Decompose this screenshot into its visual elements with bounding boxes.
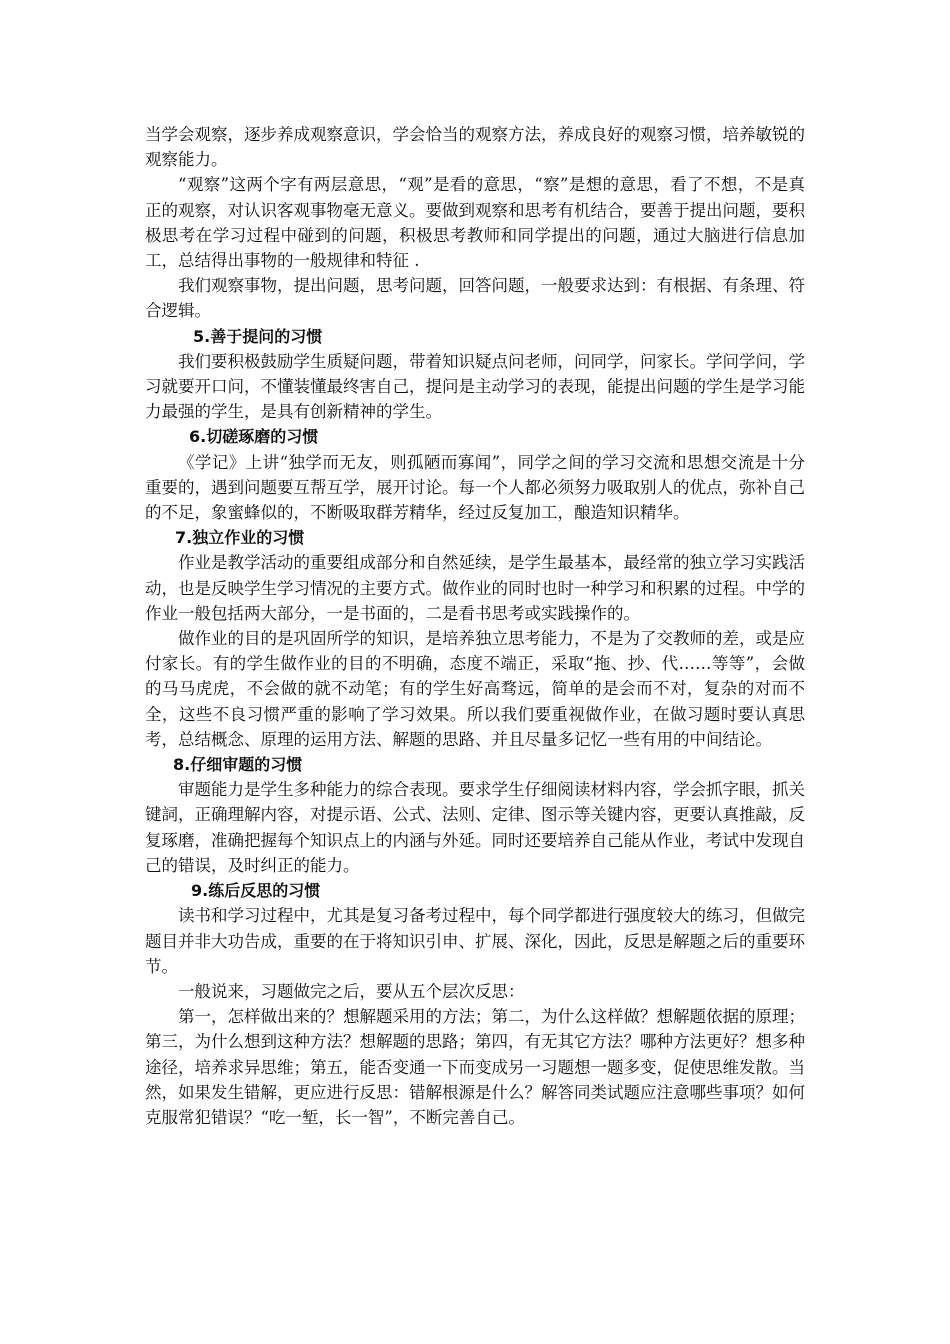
paragraph-questioning: 我们要积极鼓励学生质疑问题，带着知识疑点问老师，问同学，问家长。学问学问，学习就要开口问，不懂装懂最终害自己，提问是主动学习的表现，能提出问题的学生是学习能力最强的学生，是具有创新精神的学生。 <box>145 351 805 422</box>
section-heading-questioning: 5.善于提问的习惯 <box>193 326 323 346</box>
section-heading-reflection: 9.练后反思的习惯 <box>191 881 321 901</box>
paragraph-observation-intro: 当学会观察，逐步养成观察意识，学会恰当的观察方法，养成良好的观察习惯，培养敏锐的观察能力。 <box>145 125 805 170</box>
paragraph-observation-requirements: 我们观察事物，提出问题，思考问题，回答问题，一般要求达到：有根据、有条理、符合逻辑。 <box>145 276 805 321</box>
paragraph-discussion: 《学记》上讲“独学而无友，则孤陋而寡闻”，同学之间的学习交流和思想交流是十分重要的，遇到问题要互帮互学，展开讨论。每一个人都必须努力吸取别人的优点，弥补自己的不足，象蜜蜂似的，不断吸取群芳精华，经过反复加工，酿造知识精华。 <box>145 452 805 523</box>
paragraph-homework-role: 作业是教学活动的重要组成部分和自然延续，是学生最基本，最经常的独立学习实践活动，也是反映学生学习情况的主要方式。做作业的同时也时一种学习和积累的过程。中学的作业一般包括两大部分，一是书面的，二是看书思考或实践操作的。 <box>145 553 805 623</box>
section-heading-reading-questions: 8.仔细审题的习惯 <box>173 755 303 775</box>
paragraph-homework-purpose: 做作业的目的是巩固所学的知识，是培养独立思考能力，不是为了交教师的差，或是应付家长。有的学生做作业的目的不明确，态度不端正，采取“拖、抄、代……等等”，会做的马马虎虎，不会做的就不动笔；有的学生好高骛远，简单的是会而不对，复杂的对而不全，这些不良习惯严重的影响了学习效果。所以我们要重视做作业，在做习题时要认真思考，总结概念、原理的运用方法、解题的思路、并且尽量多记忆一些有用的中间结论。 <box>145 629 805 749</box>
paragraph-reflection-intro: 读书和学习过程中，尤其是复习备考过程中，每个同学都进行强度较大的练习，但做完题目并非大功告成，重要的在于将知识引申、扩展、深化，因此，反思是解题之后的重要环节。 <box>145 906 805 976</box>
paragraph-observation-meaning: “观察”这两个字有两层意思，“观”是看的意思，“察”是想的意思，看了不想，不是真正的观察，对认识客观事物毫无意义。要做到观察和思考有机结合，要善于提出问题，要积极思考在学习过程中碰到的问题，积极思考教师和同学提出的问题，通过大脑进行信息加工，总结得出事物的一般规律和特征 . <box>145 175 805 271</box>
section-heading-discussion: 6.切磋琢磨的习惯 <box>189 427 319 447</box>
section-heading-homework: 7.独立作业的习惯 <box>175 528 305 548</box>
document-body <box>145 122 805 1130</box>
paragraph-reflection-details: 第一，怎样做出来的？想解题采用的方法；第二，为什么这样做？想解题依据的原理；第三，为什么想到这种方法？想解题的思路；第四，有无其它方法？哪种方法更好？想多种途径，培养求异思维；第五，能否变通一下而变成另一习题想一题多变，促使思维发散。当然，如果发生错解，更应进行反思：错解根源是什么？解答同类试题应注意哪些事项？如何克服常犯错误？“吃一堑，长一智”，不断完善自己。 <box>145 1007 805 1127</box>
paragraph-reading-questions: 审题能力是学生多种能力的综合表现。要求学生仔细阅读材料内容，学会抓字眼，抓关键詞，正确理解内容，对提示语、公式、法则、定律、图示等关键内容，更要认真推敲，反复琢磨，准确把握每个知识点上的内涵与外延。同时还要培养自己能从作业，考试中发现自己的错误，及时纠正的能力。 <box>145 780 805 875</box>
paragraph-reflection-levels: 一般说来，习题做完之后，要从五个层次反思： <box>178 981 525 1001</box>
